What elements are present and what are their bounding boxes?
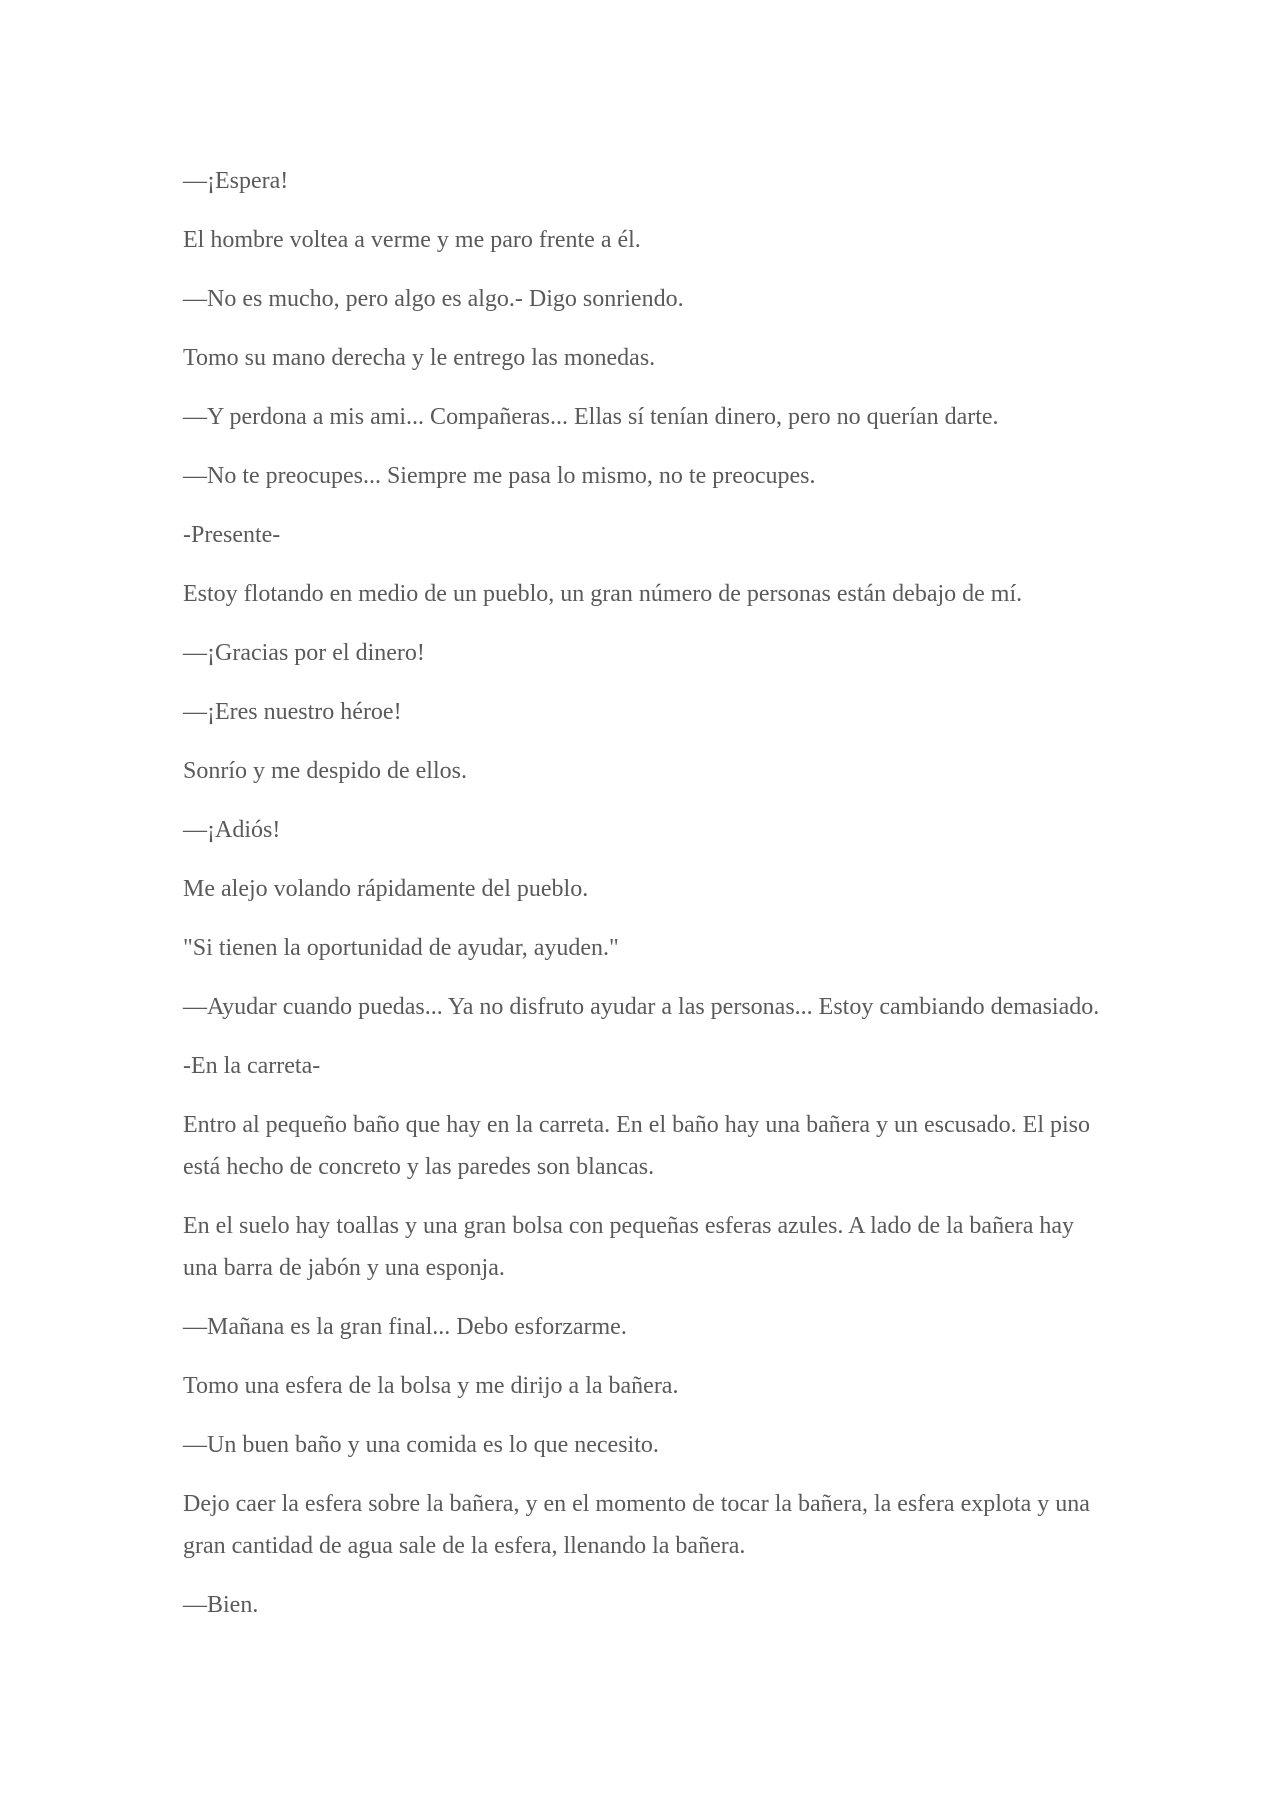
document-page [183, 160, 1103, 1643]
paragraph: —¡Eres nuestro héroe! [183, 699, 402, 725]
paragraph: —¡Gracias por el dinero! [183, 640, 425, 666]
paragraph: —Y perdona a mis ami... Compañeras... Ellas sí tenían dinero, pero no querían darte. [183, 404, 999, 430]
paragraph: —Ayudar cuando puedas... Ya no disfruto ayudar a las personas... Estoy cambiando demasiado. [183, 994, 1100, 1020]
paragraph: "Si tienen la oportunidad de ayudar, ayuden." [183, 935, 619, 961]
paragraph: —No te preocupes... Siempre me pasa lo mismo, no te preocupes. [183, 463, 816, 489]
paragraph: Sonrío y me despido de ellos. [183, 758, 467, 784]
paragraph: —Bien. [183, 1592, 259, 1618]
paragraph: Tomo una esfera de la bolsa y me dirijo a la bañera. [183, 1373, 679, 1399]
paragraph: Dejo caer la esfera sobre la bañera, y en el momento de tocar la bañera, la esfera explota y una gran cantidad de agua sale de la esfera, llenando la bañera. [183, 1491, 1090, 1559]
section-marker: -Presente- [183, 522, 281, 548]
paragraph: —No es mucho, pero algo es algo.- Digo sonriendo. [183, 286, 684, 312]
paragraph: Estoy flotando en medio de un pueblo, un gran número de personas están debajo de mí. [183, 581, 1023, 607]
paragraph: Tomo su mano derecha y le entrego las monedas. [183, 345, 656, 371]
paragraph: Entro al pequeño baño que hay en la carreta. En el baño hay una bañera y un escusado. El piso está hecho de concreto y las paredes son blancas. [183, 1112, 1090, 1180]
paragraph: —¡Adiós! [183, 817, 281, 843]
paragraph: Me alejo volando rápidamente del pueblo. [183, 876, 589, 902]
section-marker: -En la carreta- [183, 1053, 321, 1079]
paragraph: En el suelo hay toallas y una gran bolsa con pequeñas esferas azules. A lado de la bañera hay una barra de jabón y una esponja. [183, 1213, 1075, 1281]
paragraph: El hombre voltea a verme y me paro frente a él. [183, 227, 641, 253]
paragraph: —¡Espera! [183, 168, 289, 194]
paragraph: —Un buen baño y una comida es lo que necesito. [183, 1432, 659, 1458]
paragraph: —Mañana es la gran final... Debo esforzarme. [183, 1314, 627, 1340]
